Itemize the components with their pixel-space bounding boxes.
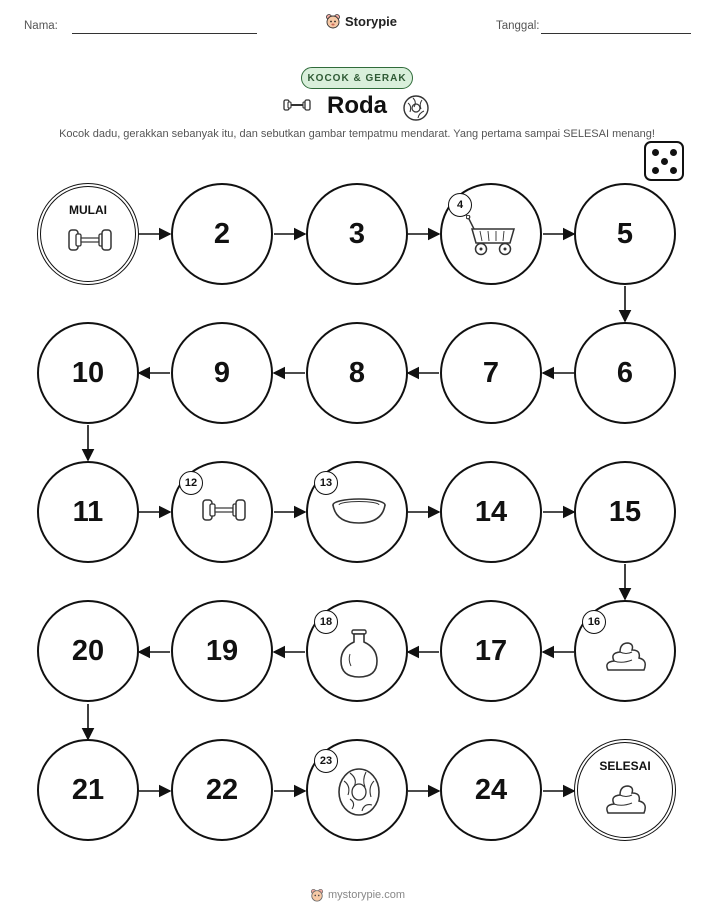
board-cell[interactable] <box>37 461 139 563</box>
cell-number: 9 <box>213 356 231 389</box>
cell-number: 21 <box>71 773 105 806</box>
board-cell[interactable] <box>37 600 139 702</box>
board-cell-picture[interactable] <box>171 461 273 563</box>
cell-number: 3 <box>348 217 366 250</box>
cell-number: 22 <box>205 773 239 806</box>
board-cell[interactable] <box>171 183 273 285</box>
board-cell-picture[interactable] <box>306 600 408 702</box>
board-cell[interactable] <box>574 183 676 285</box>
brand-name: Storypie <box>345 13 398 29</box>
cell-number-badge: 13 <box>314 471 338 495</box>
cell-number: 15 <box>608 495 642 528</box>
board-cell[interactable] <box>440 739 542 841</box>
board-cell[interactable] <box>440 600 542 702</box>
cell-number: 14 <box>474 495 508 528</box>
wagon-icon <box>466 215 520 257</box>
bowl-icon <box>330 497 388 527</box>
board-cell-picture[interactable] <box>306 739 408 841</box>
cell-number: 19 <box>205 634 239 667</box>
board-cell[interactable] <box>171 600 273 702</box>
board-cell[interactable] <box>306 183 408 285</box>
cell-number: 6 <box>616 356 634 389</box>
cell-number: 5 <box>616 217 634 250</box>
name-label: Nama: <box>24 20 58 32</box>
board-cell[interactable] <box>440 322 542 424</box>
instructions: Kocok dadu, gerakkan sebanyak itu, dan sebutkan gambar tempatmu mendarat. Yang pertama sampai SELESAI menang! <box>59 128 655 140</box>
cell-number: 10 <box>71 356 105 389</box>
board-cell[interactable] <box>574 461 676 563</box>
date-label: Tanggal: <box>496 20 540 32</box>
cell-number: 2 <box>213 217 231 250</box>
board-cell[interactable] <box>440 461 542 563</box>
board-cell[interactable] <box>171 739 273 841</box>
swirl-icon <box>604 783 648 817</box>
board-cell[interactable] <box>306 322 408 424</box>
cell-number-badge: 23 <box>314 749 338 773</box>
board-cell-picture[interactable] <box>574 600 676 702</box>
cell-number-badge: 4 <box>448 193 472 217</box>
storypie-mascot-icon <box>310 888 324 902</box>
category-badge: KOCOK & GERAK <box>301 67 413 89</box>
footer-url[interactable]: mystorypie.com <box>328 889 406 901</box>
cell-number-badge: 16 <box>582 610 606 634</box>
page-title: Roda <box>327 92 387 119</box>
start-label: MULAI <box>69 203 107 217</box>
cell-number: 20 <box>71 634 105 667</box>
cell-number-badge: 18 <box>314 610 338 634</box>
board-cell-start[interactable] <box>37 183 139 285</box>
board-cell-finish[interactable] <box>574 739 676 841</box>
footer <box>310 888 405 902</box>
cell-number: 24 <box>474 773 508 806</box>
cell-number-badge: 12 <box>179 471 203 495</box>
cell-number: 17 <box>474 634 508 667</box>
board-cell-picture[interactable] <box>306 461 408 563</box>
vase-icon <box>338 628 380 680</box>
cell-number: 8 <box>348 356 366 389</box>
wheel-icon <box>336 767 382 817</box>
finish-label: SELESAI <box>599 759 651 773</box>
board-cell[interactable] <box>37 739 139 841</box>
board-cell[interactable] <box>37 322 139 424</box>
board-cell[interactable] <box>574 322 676 424</box>
board-cell[interactable] <box>171 322 273 424</box>
cell-number: 7 <box>482 356 500 389</box>
cell-number: 11 <box>72 495 104 528</box>
dumbbell-icon <box>65 225 115 255</box>
dumbbell-icon <box>199 495 249 525</box>
board-cell-picture[interactable] <box>440 183 542 285</box>
swirl-icon <box>604 640 648 674</box>
